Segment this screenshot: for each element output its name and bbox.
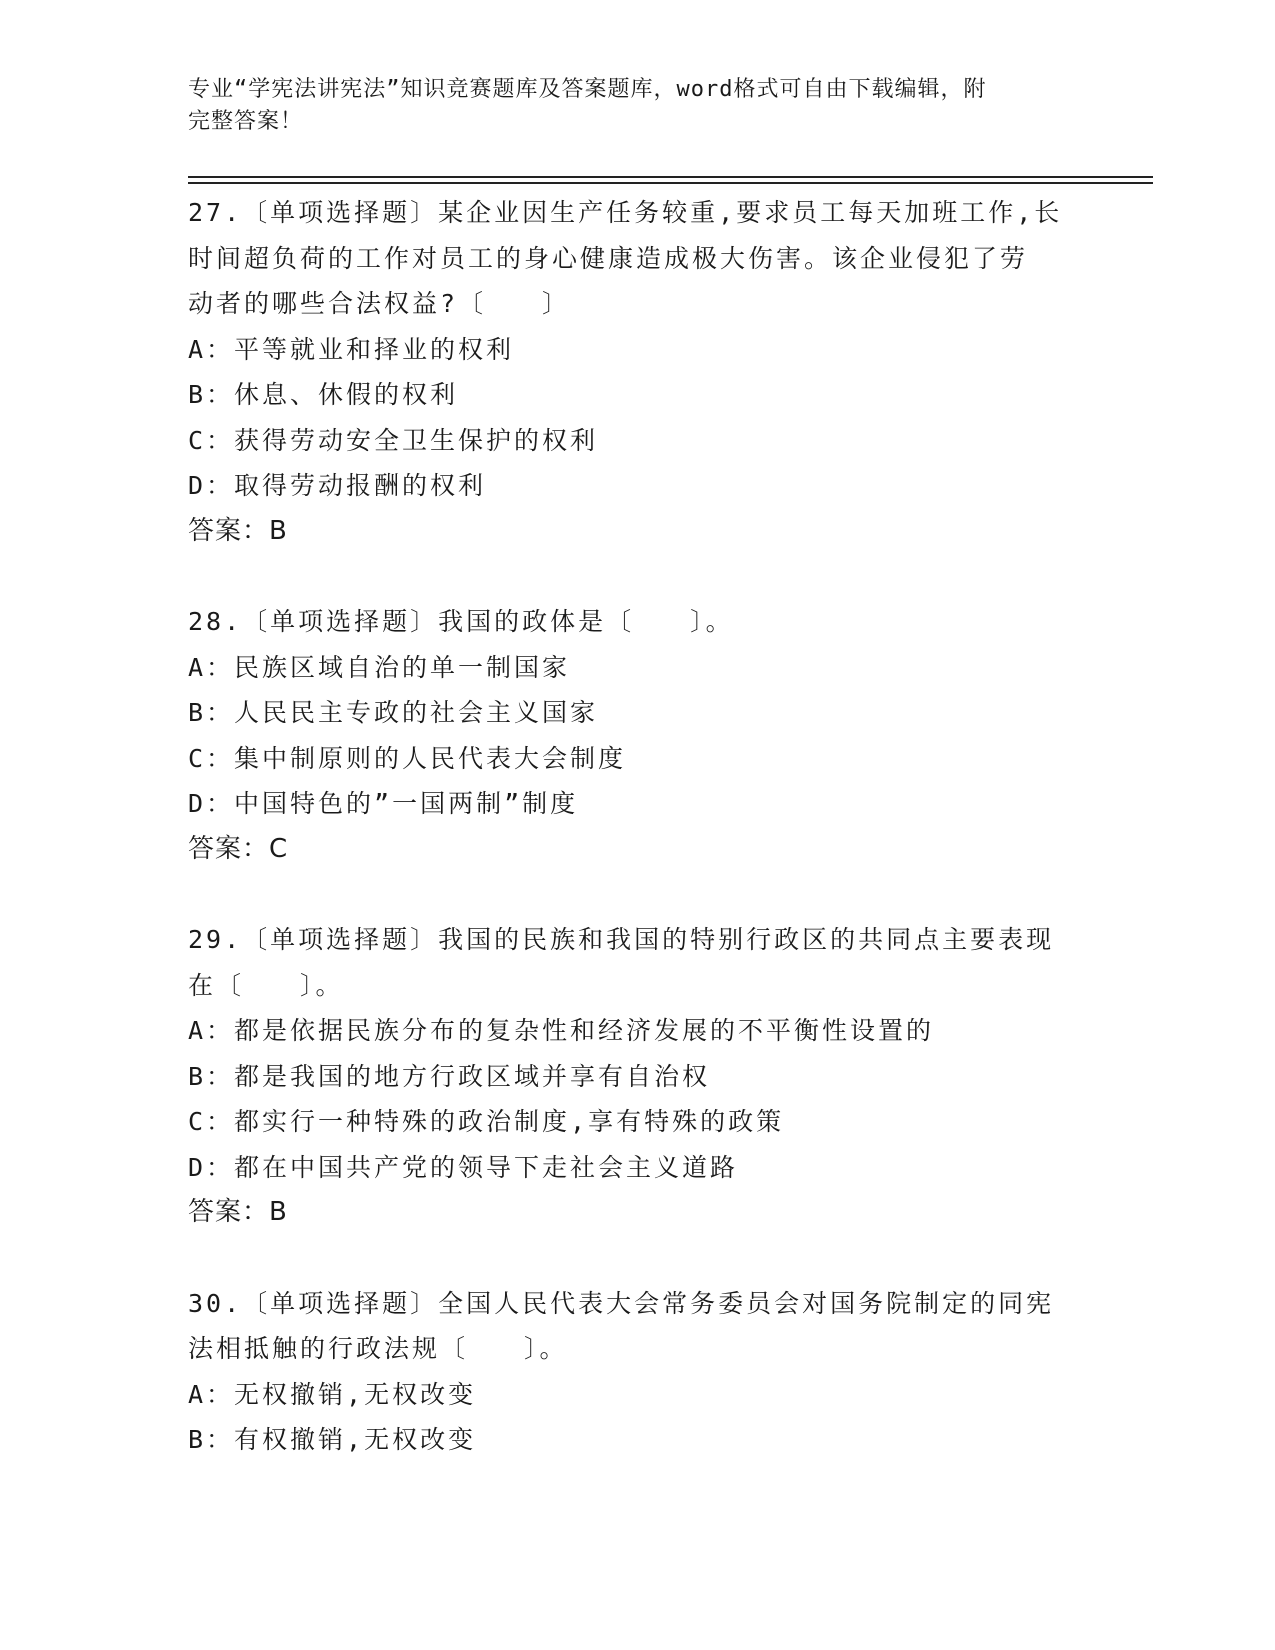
option-c: C：集中制原则的人民代表大会制度 (188, 743, 627, 773)
question-30 (188, 1281, 1088, 1463)
header-line-2: 完整答案！ (188, 109, 304, 134)
option-b: B：都是我国的地方行政区域并享有自治权 (188, 1061, 711, 1091)
answer-text: 答案：C (188, 833, 289, 864)
option-d: D：中国特色的”一国两制”制度 (188, 789, 579, 818)
question-spacer (188, 1236, 1088, 1281)
header-line-1: 专业“学宪法讲宪法”知识竞赛题库及答案题库，word格式可自由下载编辑，附 (188, 77, 987, 102)
question-text-line: 30.〔单项选择题〕全国人民代表大会常务委员会对国务院制定的同宪 (188, 1288, 1055, 1318)
question-28 (188, 599, 1088, 872)
option-c: C：获得劳动安全卫生保护的权利 (188, 425, 599, 455)
option-c: C：都实行一种特殊的政治制度,享有特殊的政策 (188, 1107, 785, 1136)
option-b: B：休息、休假的权利 (188, 380, 459, 409)
option-d: D：都在中国共产党的领导下走社会主义道路 (188, 1152, 739, 1182)
question-text-line: 法相抵触的行政法规〔 〕。 (188, 1334, 568, 1363)
option-a: A：平等就业和择业的权利 (188, 334, 515, 364)
question-text-line: 28.〔单项选择题〕我国的政体是〔 〕。 (188, 607, 734, 636)
question-29 (188, 917, 1088, 1236)
question-spacer (188, 554, 1088, 599)
option-a: A：都是依据民族分布的复杂性和经济发展的不平衡性设置的 (188, 1016, 935, 1045)
header-rule-top (188, 176, 1153, 178)
option-a: A：无权撤销,无权改变 (188, 1379, 477, 1409)
header-rule-bottom (188, 182, 1153, 184)
question-spacer (188, 872, 1088, 917)
question-text-line: 在〔 〕。 (188, 970, 344, 1000)
question-27 (188, 190, 1088, 554)
option-d: D：取得劳动报酬的权利 (188, 471, 487, 500)
option-a: A：民族区域自治的单一制国家 (188, 652, 571, 682)
option-b: B：有权撤销,无权改变 (188, 1425, 477, 1454)
question-text-line: 27.〔单项选择题〕某企业因生产任务较重,要求员工每天加班工作,长 (188, 198, 1063, 227)
question-list (188, 190, 1088, 1463)
option-b: B：人民民主专政的社会主义国家 (188, 698, 599, 727)
question-text-line: 29.〔单项选择题〕我国的民族和我国的特别行政区的共同点主要表现 (188, 925, 1055, 954)
question-text-line: 时间超负荷的工作对员工的身心健康造成极大伤害。该企业侵犯了劳 (188, 243, 1029, 273)
document-header (188, 74, 1088, 138)
answer-text: 答案：B (188, 1197, 288, 1227)
question-text-line: 动者的哪些合法权益?〔 〕 (188, 289, 571, 318)
answer-text: 答案：B (188, 515, 288, 546)
